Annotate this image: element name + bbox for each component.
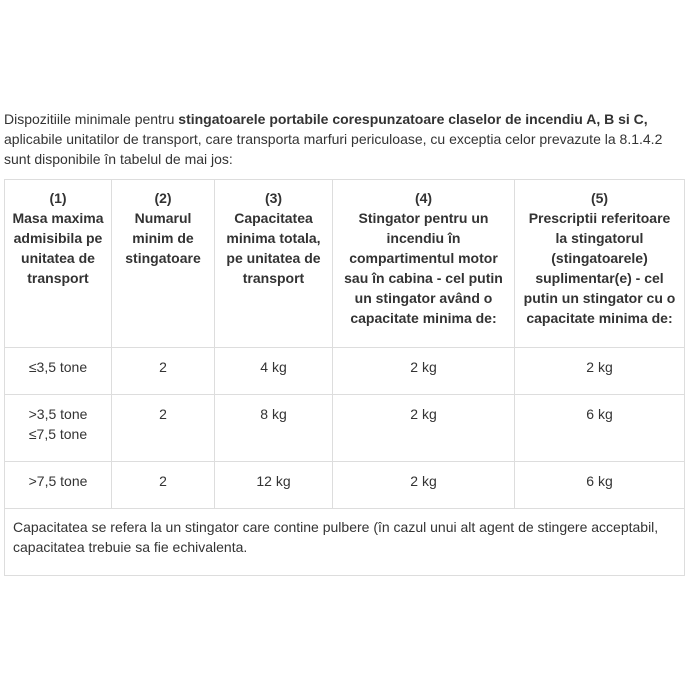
- cell-total: 4 kg: [215, 348, 333, 395]
- header-label: Numarul minim de stingatoare: [125, 210, 201, 266]
- cell-total: 12 kg: [215, 462, 333, 509]
- cell-count: 2: [112, 395, 215, 462]
- header-number: (2): [154, 190, 172, 206]
- table-note-row: [5, 509, 685, 576]
- table-header-row: [5, 180, 685, 348]
- intro-bold: stingatoarele portabile corespunzatoare claselor de incendiu A, B si C,: [178, 111, 648, 127]
- header-number: (1): [49, 190, 67, 206]
- cell-mass: [5, 395, 112, 462]
- intro-prefix: Dispozitiile minimale pentru: [4, 111, 179, 127]
- cell-mass: >7,5 tone: [5, 462, 112, 509]
- cell-count: 2: [112, 462, 215, 509]
- header-count: [112, 180, 215, 348]
- cell-mass-line1: >3,5 tone: [28, 406, 88, 422]
- header-number: (4): [414, 190, 433, 206]
- cell-extra: 6 kg: [515, 395, 685, 462]
- header-label: Masa maxima admisibila pe unitatea de transport: [12, 210, 104, 286]
- cell-engine: 2 kg: [333, 348, 515, 395]
- cell-total: 8 kg: [215, 395, 333, 462]
- table-row: [5, 395, 685, 462]
- cell-mass-line2: ≤7,5 tone: [28, 426, 88, 442]
- cell-extra: 6 kg: [515, 462, 685, 509]
- header-number: (5): [590, 190, 609, 206]
- header-label: Prescriptii referitoare la stingatorul (stingatoarele) suplimentar(e) - cel putin un stingator cu o capacitate minima de:: [523, 210, 676, 326]
- cell-extra: 2 kg: [515, 348, 685, 395]
- header-total-capacity: [215, 180, 333, 348]
- cell-engine: 2 kg: [333, 395, 515, 462]
- header-number: (3): [264, 190, 283, 206]
- cell-mass: ≤3,5 tone: [5, 348, 112, 395]
- intro-paragraph: [4, 109, 684, 169]
- table-row: [5, 462, 685, 509]
- intro-suffix: aplicabile unitatilor de transport, care transporta marfuri periculoase, cu exceptia celor prevazute la 8.1.4.2 sunt disponibile în tabelul de mai jos:: [4, 131, 663, 167]
- header-extra-extinguisher: [515, 180, 685, 348]
- cell-count: 2: [112, 348, 215, 395]
- extinguisher-table: [4, 179, 685, 576]
- table-note: Capacitatea se refera la un stingator care contine pulbere (în cazul unui alt agent de stingere acceptabil, capacitatea trebuie sa fie echivalenta.: [5, 509, 685, 576]
- table-row: [5, 348, 685, 395]
- cell-engine: 2 kg: [333, 462, 515, 509]
- header-label: Capacitatea minima totala, pe unitatea de transport: [226, 210, 321, 286]
- header-label: Stingator pentru un incendiu în compartimentul motor sau în cabina - cel putin un stingator având o capacitate minima de:: [344, 210, 503, 326]
- header-mass: [5, 180, 112, 348]
- header-engine-extinguisher: [333, 180, 515, 348]
